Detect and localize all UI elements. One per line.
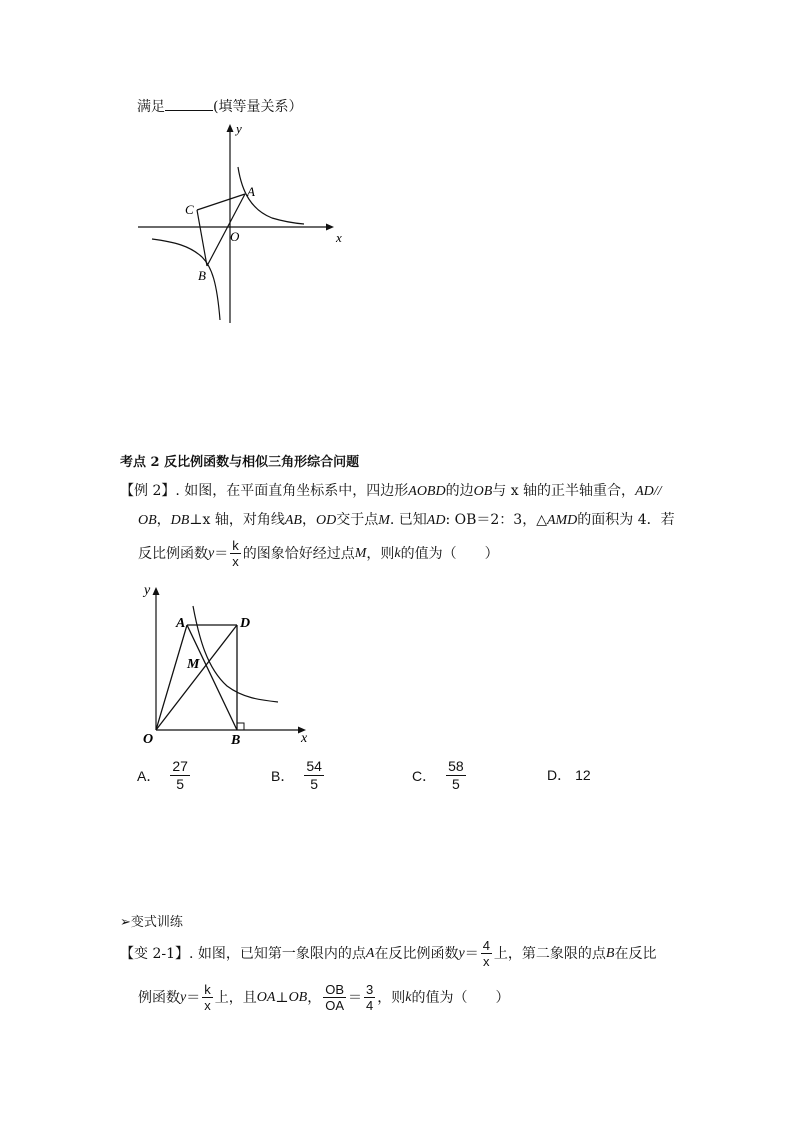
var-text: 上，第二象限的点 xyxy=(493,945,606,962)
ex2-text: AB xyxy=(284,513,302,528)
option-a[interactable] xyxy=(137,758,192,793)
fig1-label-o: O xyxy=(230,229,240,244)
variant-2-1-line-1 xyxy=(120,938,656,969)
option-fraction xyxy=(170,758,190,793)
option-fraction xyxy=(446,758,466,793)
ex2-text: M xyxy=(378,513,390,528)
fraction-denominator: x xyxy=(204,998,211,1013)
option-b[interactable] xyxy=(271,758,326,793)
fraction-numerator: k xyxy=(232,538,239,553)
ex2-text: AOBD xyxy=(408,484,446,499)
fig1-label-c: C xyxy=(185,202,194,217)
var-text: ，则 xyxy=(377,989,406,1006)
fraction-4-over-x xyxy=(481,938,492,969)
fig2-label-o: O xyxy=(143,732,154,747)
fraction-numerator: OB xyxy=(325,982,345,997)
fill-blank-line xyxy=(137,96,302,117)
fig2-label-a: A xyxy=(176,616,186,631)
fraction-denominator: x xyxy=(483,954,490,969)
var-text: 在反比 xyxy=(614,945,657,962)
ex2-text: ，则 xyxy=(366,545,395,562)
fraction-k-over-x xyxy=(230,538,241,569)
fig2-label-b: B xyxy=(231,733,241,748)
var-text: 在反比例函数 xyxy=(374,945,459,962)
figure-1 xyxy=(130,115,360,330)
ex2-text: OB xyxy=(138,513,157,528)
ex2-text: 反比例函数 xyxy=(138,545,208,562)
ex2-text: M xyxy=(354,545,367,561)
figure-2 xyxy=(135,578,315,750)
var-text: 上，且 xyxy=(214,989,257,1006)
fig1-label-y: y xyxy=(236,121,242,136)
example-tag: 【例 2】 xyxy=(120,483,176,499)
fraction-numerator: 3 xyxy=(366,982,374,997)
var-text: 的值为（ ） xyxy=(411,989,510,1006)
ex2-text: OB xyxy=(473,484,493,499)
ex2-text: 与 x 轴的正半轴重合， xyxy=(492,483,636,499)
top-prefix: 满足 xyxy=(137,99,165,115)
option-fraction xyxy=(304,758,324,793)
fig1-label-b: B xyxy=(198,268,206,283)
ex2-text: AMD xyxy=(546,513,578,528)
option-label: B． xyxy=(271,767,295,784)
fraction-denominator: 5 xyxy=(452,776,460,792)
fraction-numerator: 54 xyxy=(306,758,322,774)
fraction-numerator: 58 xyxy=(448,758,464,774)
ex2-text: y xyxy=(208,545,215,561)
option-c[interactable] xyxy=(412,758,468,793)
fig2-label-x: x xyxy=(301,731,308,746)
var-text: ， xyxy=(307,989,322,1006)
fraction-denominator: OA xyxy=(325,998,345,1013)
var-text: ＝ xyxy=(186,989,201,1006)
var-text: . 如图，已知第一象限内的点 xyxy=(189,945,366,962)
answer-blank xyxy=(165,96,213,111)
ex2-text: k xyxy=(394,545,401,561)
fraction-denominator: 4 xyxy=(366,998,374,1013)
ex2-text: 的图象恰好经过点 xyxy=(242,545,355,562)
ex2-text: 的值为（ ） xyxy=(400,545,499,562)
ex2-text: 交于点 xyxy=(336,512,379,528)
option-label: C． xyxy=(412,767,437,784)
fraction-3-over-4 xyxy=(364,982,375,1013)
example-2-line-2 xyxy=(138,510,675,531)
option-value: 12 xyxy=(575,767,591,783)
var-text: OA xyxy=(256,989,276,1005)
fraction-numerator: k xyxy=(204,982,211,997)
fraction-numerator: 4 xyxy=(482,938,490,953)
fig1-label-a: A xyxy=(247,184,255,199)
var-text: B xyxy=(605,945,615,961)
ex2-text: ⊥x 轴，对角线 xyxy=(189,512,285,528)
var-text: ＝ xyxy=(464,945,479,962)
fraction-denominator: x xyxy=(232,554,239,569)
fraction-ob-over-oa xyxy=(323,982,346,1013)
var-text: y xyxy=(458,945,465,961)
fig1-label-x: x xyxy=(336,230,342,245)
ex2-text: ， xyxy=(156,512,171,528)
option-d[interactable] xyxy=(547,765,591,785)
fraction-k-over-x xyxy=(202,982,213,1013)
fraction-denominator: 5 xyxy=(310,776,319,792)
fig2-label-y: y xyxy=(144,583,151,598)
practice-title: ➢变式训练 xyxy=(120,915,183,930)
var-text: 例函数 xyxy=(138,989,180,1006)
ex2-text: AD xyxy=(426,513,446,528)
ex2-text: : OB＝2：3，△ xyxy=(445,512,547,528)
example-2-line-3 xyxy=(138,538,499,569)
ex2-text: AD// xyxy=(635,484,662,499)
var-text: y xyxy=(180,989,187,1005)
option-label: D． xyxy=(547,767,572,783)
ex2-text: 的边 xyxy=(445,483,474,499)
variant-2-1-line-2 xyxy=(138,982,509,1013)
ex2-text: ＝ xyxy=(214,545,229,562)
ex2-text: OD xyxy=(315,513,337,528)
fraction-denominator: 5 xyxy=(176,776,185,792)
variant-tag: 【变 2-1】 xyxy=(120,945,189,962)
var-text: ⊥ xyxy=(275,989,289,1006)
section-title: 考点 2 反比例函数与相似三角形综合问题 xyxy=(120,455,360,470)
ex2-text: . 如图，在平面直角坐标系中，四边形 xyxy=(175,483,409,499)
ex2-text: DB xyxy=(170,513,190,528)
ex2-text: . 已知 xyxy=(389,512,427,528)
var-text: k xyxy=(405,989,412,1005)
option-label: A． xyxy=(137,767,161,784)
fig2-label-d: D xyxy=(240,616,251,631)
example-2-line-1 xyxy=(120,481,662,502)
var-text: ＝ xyxy=(348,989,363,1006)
var-text: OB xyxy=(288,989,308,1005)
ex2-text: 的面积为 4．若 xyxy=(577,512,675,528)
var-text: A xyxy=(365,945,375,961)
ex2-text: ， xyxy=(301,512,316,528)
fig2-label-m: M xyxy=(187,657,200,672)
fraction-numerator: 27 xyxy=(172,758,188,774)
top-suffix: (填等量关系） xyxy=(213,99,303,115)
